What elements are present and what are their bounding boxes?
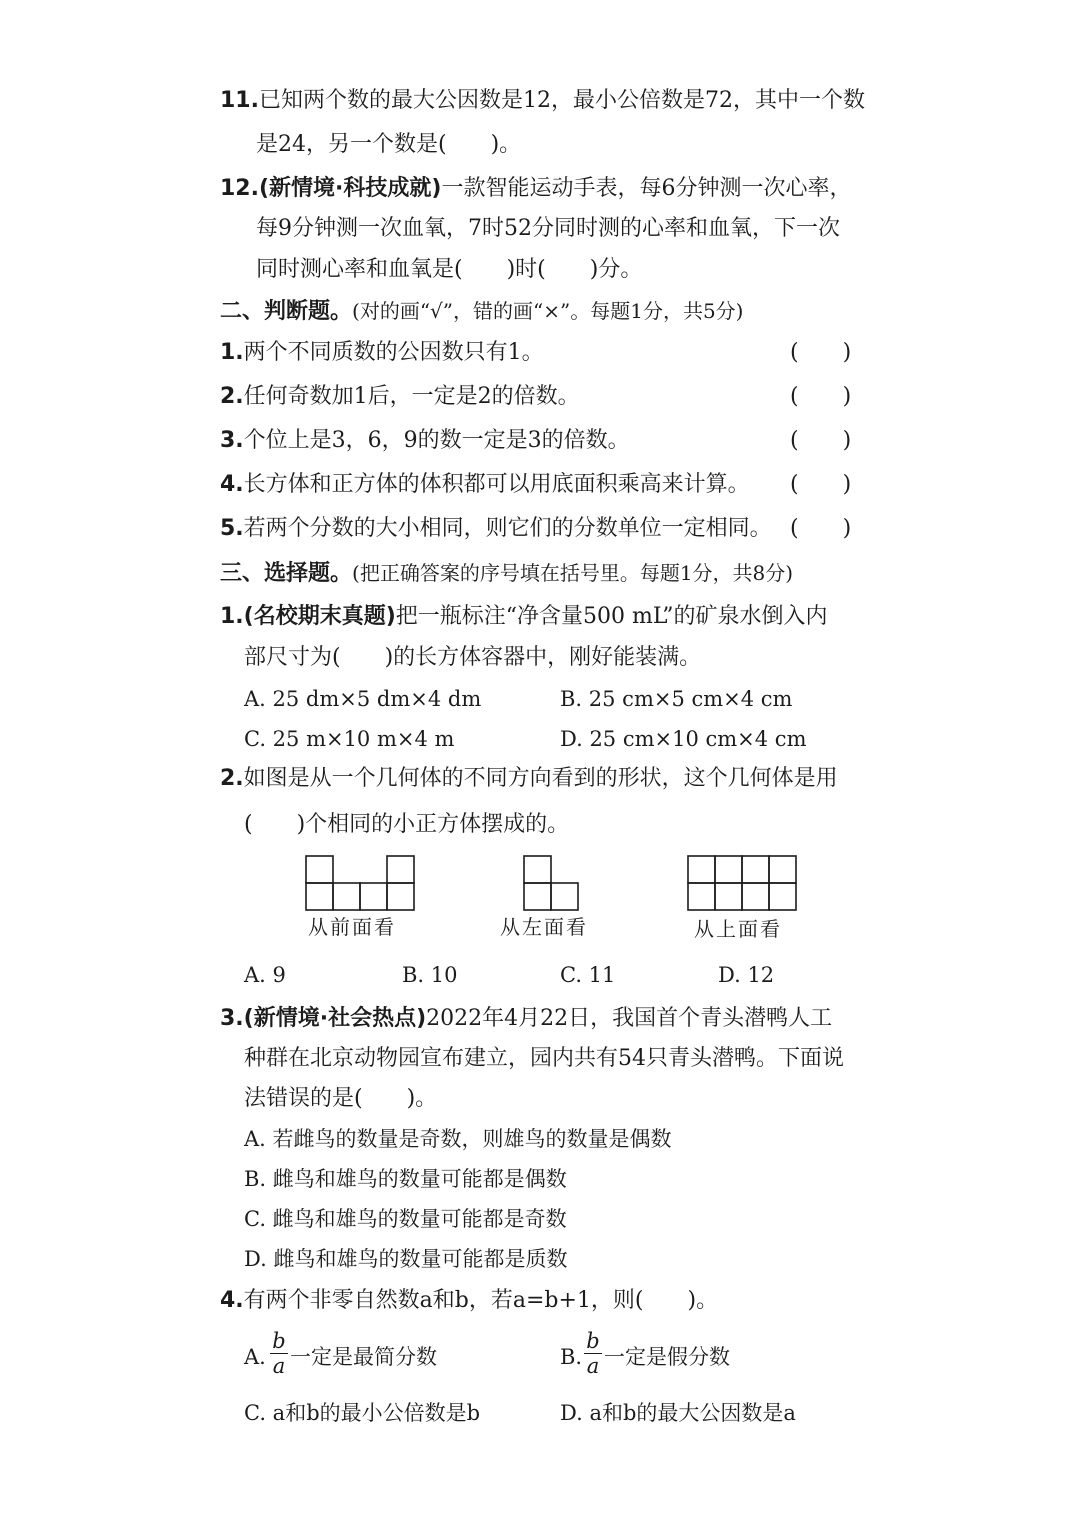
mc1-option-a[interactable]: A. 25 dm×5 dm×4 dm <box>244 687 482 711</box>
top-view-figure <box>687 855 797 911</box>
mc2-number: 2. <box>220 766 244 791</box>
mc3-number: 3. <box>220 1006 244 1031</box>
mc2-option-b[interactable]: B. 10 <box>402 963 458 987</box>
section2-title: 二、判断题。 <box>220 299 353 324</box>
q12-number: 12. <box>220 176 259 201</box>
tf-text: 若两个分数的大小相同，则它们的分数单位一定相同。 <box>243 516 772 541</box>
tf-number: 2. <box>220 384 244 409</box>
mc3-tag: (新情境·社会热点) <box>243 1006 427 1031</box>
tf-answer-paren[interactable]: ( ) <box>790 384 852 409</box>
section2-note: (对的画“√”，错的画“×”。每题1分，共5分) <box>352 299 744 323</box>
q12-line1 <box>220 174 851 204</box>
tf-item <box>220 514 772 544</box>
mc1-text-1: 把一瓶标注“净含量500 mL”的矿泉水倒入内 <box>395 604 828 629</box>
tf-text: 两个不同质数的公因数只有1。 <box>243 340 544 365</box>
mc2-text-1: 如图是从一个几何体的不同方向看到的形状，这个几何体是用 <box>243 766 838 791</box>
mc3-option-c[interactable]: C. 雌鸟和雄鸟的数量可能都是奇数 <box>244 1207 567 1231</box>
tf-text: 任何奇数加1后，一定是2的倍数。 <box>243 384 580 409</box>
mc2-option-a[interactable]: A. 9 <box>244 963 286 987</box>
section3-note: (把正确答案的序号填在括号里。每题1分，共8分) <box>352 561 794 585</box>
mc4-option-b-label[interactable]: B. <box>560 1345 583 1369</box>
tf-item <box>220 382 580 412</box>
tf-answer-paren[interactable]: ( ) <box>790 472 852 497</box>
tf-number: 5. <box>220 516 244 541</box>
tf-text: 长方体和正方体的体积都可以用底面积乘高来计算。 <box>243 472 750 497</box>
mc3-line2: 种群在北京动物园宣布建立，园内共有54只青头潜鸭。下面说 <box>244 1046 844 1071</box>
q12-line3: 同时测心率和血氧是( )时( )分。 <box>256 257 643 282</box>
tf-answer-paren[interactable]: ( ) <box>790 516 852 541</box>
mc4-number: 4. <box>220 1288 244 1313</box>
q11-line1 <box>220 86 865 116</box>
front-view-figure <box>305 855 415 911</box>
tf-text: 个位上是3，6，9的数一定是3的倍数。 <box>243 428 630 453</box>
mc3-line3: 法错误的是( )。 <box>244 1086 438 1111</box>
q11-text-1: 已知两个数的最大公因数是12，最小公倍数是72，其中一个数 <box>258 88 865 113</box>
q11-line2: 是24，另一个数是( )。 <box>256 132 522 157</box>
mc2-line2: ( )个相同的小正方体摆成的。 <box>244 812 570 837</box>
mc2-option-c[interactable]: C. 11 <box>560 963 616 987</box>
fraction-numerator: b <box>586 1329 600 1353</box>
tf-number: 4. <box>220 472 244 497</box>
mc4-line1 <box>220 1286 718 1316</box>
mc3-text-1: 2022年4月22日，我国首个青头潜鸭人工 <box>426 1006 833 1031</box>
front-view-caption: 从前面看 <box>308 915 396 939</box>
mc4-option-d[interactable]: D. a和b的最大公因数是a <box>560 1401 796 1425</box>
tf-number: 3. <box>220 428 244 453</box>
mc1-option-d[interactable]: D. 25 cm×10 cm×4 cm <box>560 727 807 751</box>
mc4-option-c[interactable]: C. a和b的最小公倍数是b <box>244 1401 481 1425</box>
q11-number: 11. <box>220 88 259 113</box>
tf-item <box>220 338 544 368</box>
left-view-figure <box>523 855 579 911</box>
mc4-option-b-fraction <box>584 1330 602 1377</box>
mc1-line1 <box>220 602 827 632</box>
mc2-line1 <box>220 764 838 794</box>
tf-item <box>220 470 750 500</box>
tf-answer-paren[interactable]: ( ) <box>790 428 852 453</box>
section3-header <box>220 558 793 589</box>
mc3-option-d[interactable]: D. 雌鸟和雄鸟的数量可能都是质数 <box>244 1247 568 1271</box>
mc4-option-a-fraction <box>270 1330 288 1377</box>
tf-item <box>220 426 630 456</box>
tf-number: 1. <box>220 340 244 365</box>
mc3-option-b[interactable]: B. 雌鸟和雄鸟的数量可能都是偶数 <box>244 1167 567 1191</box>
mc1-tag: (名校期末真题) <box>243 604 396 629</box>
q12-text-1: 一款智能运动手表，每6分钟测一次心率， <box>441 176 852 201</box>
mc4-stem: 有两个非零自然数a和b，若a=b+1，则( )。 <box>243 1288 719 1313</box>
mc1-option-c[interactable]: C. 25 m×10 m×4 m <box>244 727 455 751</box>
mc4-option-a-label[interactable]: A. <box>244 1345 266 1369</box>
fraction-numerator: b <box>272 1329 286 1353</box>
mc3-line1 <box>220 1004 832 1034</box>
q12-tag: (新情境·科技成就) <box>258 176 442 201</box>
top-view-caption: 从上面看 <box>694 917 782 941</box>
section3-title: 三、选择题。 <box>220 561 353 586</box>
mc3-option-a[interactable]: A. 若雌鸟的数量是奇数，则雄鸟的数量是偶数 <box>244 1127 672 1151</box>
tf-answer-paren[interactable]: ( ) <box>790 340 852 365</box>
left-view-caption: 从左面看 <box>500 915 588 939</box>
q12-line2: 每9分钟测一次血氧，7时52分同时测的心率和血氧，下一次 <box>256 216 840 241</box>
mc1-number: 1. <box>220 604 244 629</box>
mc4-option-a-text[interactable]: 一定是最简分数 <box>290 1345 437 1369</box>
mc1-option-b[interactable]: B. 25 cm×5 cm×4 cm <box>560 687 793 711</box>
mc2-option-d[interactable]: D. 12 <box>718 963 775 987</box>
section2-header <box>220 296 743 327</box>
fraction-denominator: a <box>272 1354 286 1378</box>
mc1-line2: 部尺寸为( )的长方体容器中，刚好能装满。 <box>244 645 702 670</box>
fraction-denominator: a <box>586 1354 600 1378</box>
mc4-option-b-text[interactable]: 一定是假分数 <box>604 1345 730 1369</box>
